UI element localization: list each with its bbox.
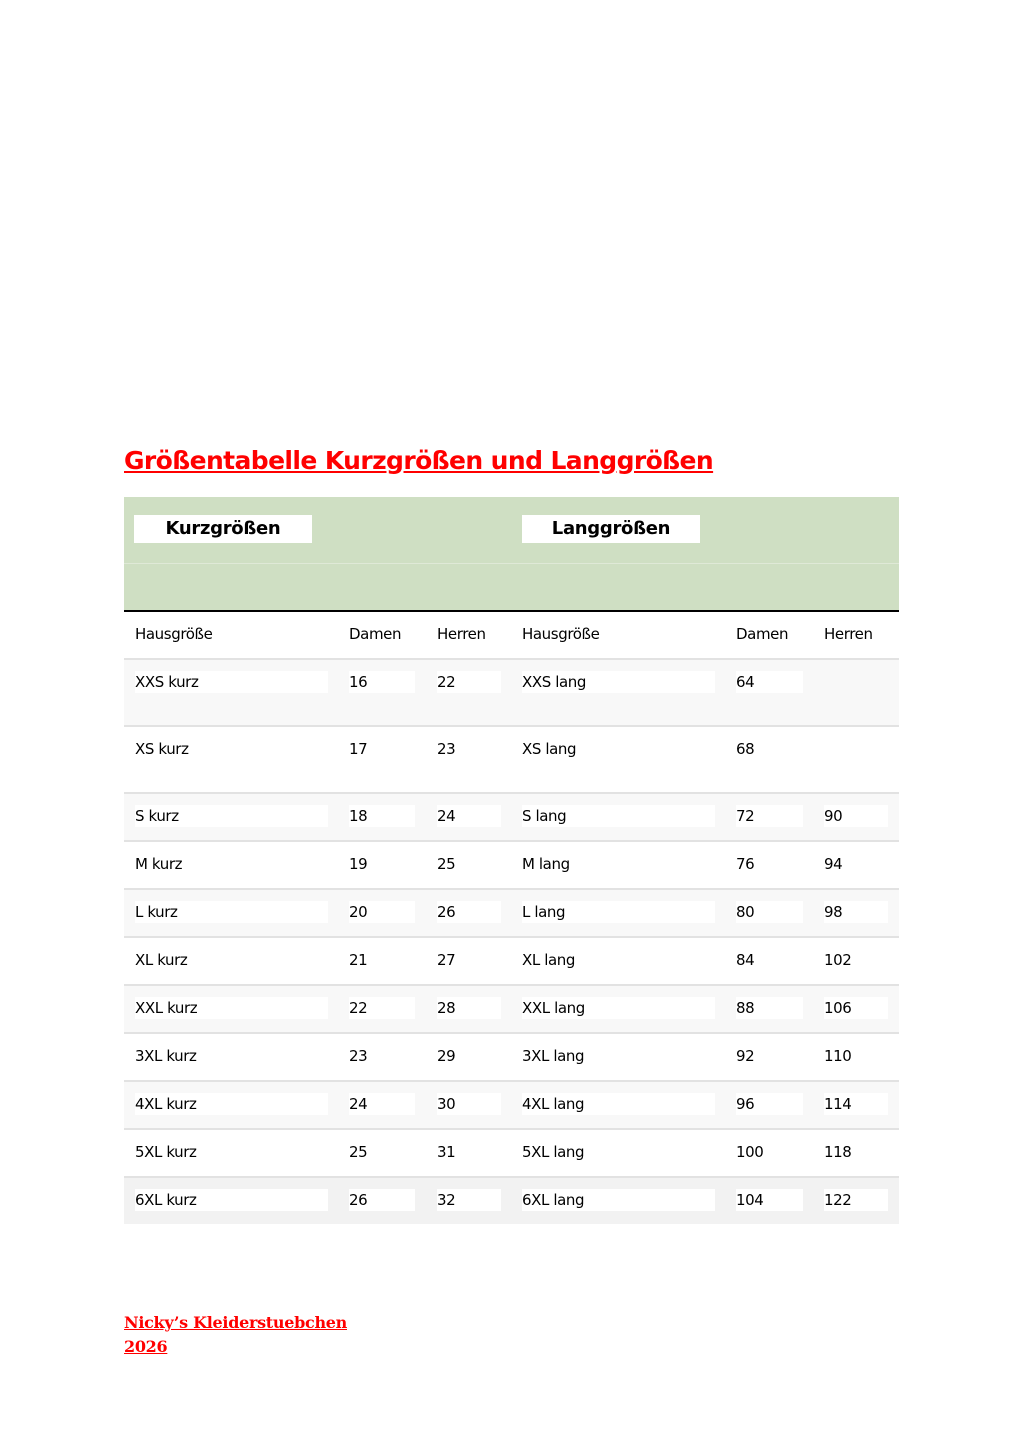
cell-hausgroesse-kurz: 3XL kurz (135, 1047, 197, 1065)
column-header-herren-lang: Herren (824, 625, 873, 643)
cell-herren-kurz: 30 (437, 1093, 501, 1115)
cell-herren-lang: 114 (824, 1093, 888, 1115)
cell-herren-lang: 110 (824, 1047, 852, 1065)
cell-hausgroesse-lang: XL lang (522, 951, 575, 969)
footer-signature (124, 1311, 347, 1359)
cell-hausgroesse-kurz: S kurz (135, 805, 328, 827)
cell-damen-kurz: 23 (349, 1047, 368, 1065)
cell-damen-lang: 64 (736, 671, 803, 693)
group-header-langgroessen: Langgrößen (522, 515, 700, 543)
cell-damen-lang: 72 (736, 805, 803, 827)
cell-herren-lang: 102 (824, 951, 852, 969)
cell-damen-kurz: 26 (349, 1189, 415, 1211)
cell-hausgroesse-lang: 6XL lang (522, 1189, 715, 1211)
table-row (124, 794, 899, 842)
cell-hausgroesse-kurz: XS kurz (135, 740, 189, 758)
cell-herren-kurz: 23 (437, 740, 456, 758)
cell-damen-lang: 84 (736, 951, 755, 969)
cell-damen-kurz: 18 (349, 805, 415, 827)
header-band-spacer (124, 564, 899, 612)
cell-hausgroesse-lang: 3XL lang (522, 1047, 585, 1065)
cell-herren-kurz: 32 (437, 1189, 501, 1211)
cell-damen-kurz: 25 (349, 1143, 368, 1161)
cell-hausgroesse-kurz: 4XL kurz (135, 1093, 328, 1115)
cell-damen-lang: 88 (736, 997, 803, 1019)
cell-herren-lang: 122 (824, 1189, 888, 1211)
cell-damen-kurz: 24 (349, 1093, 415, 1115)
cell-herren-lang: 118 (824, 1143, 852, 1161)
cell-damen-lang: 68 (736, 740, 755, 758)
table-row (124, 1034, 899, 1082)
table-row (124, 1130, 899, 1178)
group-header-band (124, 497, 899, 564)
table-row (124, 842, 899, 890)
cell-herren-kurz: 25 (437, 855, 456, 873)
cell-hausgroesse-kurz: XXS kurz (135, 671, 328, 693)
cell-herren-lang: 94 (824, 855, 843, 873)
cell-herren-lang: 98 (824, 901, 888, 923)
table-row (124, 1082, 899, 1130)
cell-damen-lang: 104 (736, 1189, 803, 1211)
cell-herren-kurz: 26 (437, 901, 501, 923)
table-row (124, 938, 899, 986)
cell-hausgroesse-lang: M lang (522, 855, 570, 873)
cell-hausgroesse-kurz: 6XL kurz (135, 1189, 328, 1211)
cell-hausgroesse-lang: S lang (522, 805, 715, 827)
cell-hausgroesse-kurz: XL kurz (135, 951, 188, 969)
column-header-hausgroesse-kurz: Hausgröße (135, 625, 213, 643)
cell-hausgroesse-kurz: 5XL kurz (135, 1143, 197, 1161)
table-row (124, 660, 899, 727)
footer-shop-name: Nicky’s Kleiderstuebchen (124, 1313, 347, 1332)
cell-herren-kurz: 31 (437, 1143, 456, 1161)
footer-year: 2026 (124, 1337, 168, 1356)
table-row (124, 890, 899, 938)
cell-hausgroesse-lang: XXS lang (522, 671, 715, 693)
cell-damen-lang: 76 (736, 855, 755, 873)
cell-hausgroesse-lang: L lang (522, 901, 715, 923)
size-table (124, 497, 899, 1224)
cell-hausgroesse-kurz: M kurz (135, 855, 183, 873)
cell-damen-lang: 100 (736, 1143, 764, 1161)
cell-herren-kurz: 29 (437, 1047, 456, 1065)
cell-herren-kurz: 27 (437, 951, 456, 969)
cell-herren-lang: 90 (824, 805, 888, 827)
cell-damen-kurz: 19 (349, 855, 368, 873)
table-row (124, 727, 899, 794)
cell-herren-lang: 106 (824, 997, 888, 1019)
cell-damen-kurz: 17 (349, 740, 368, 758)
cell-hausgroesse-lang: 5XL lang (522, 1143, 585, 1161)
cell-hausgroesse-kurz: XXL kurz (135, 997, 328, 1019)
cell-herren-kurz: 24 (437, 805, 501, 827)
cell-damen-kurz: 16 (349, 671, 415, 693)
cell-damen-lang: 96 (736, 1093, 803, 1115)
cell-damen-kurz: 22 (349, 997, 415, 1019)
cell-hausgroesse-lang: XS lang (522, 740, 577, 758)
column-header-damen-kurz: Damen (349, 625, 402, 643)
cell-herren-kurz: 22 (437, 671, 501, 693)
column-header-row (124, 612, 899, 660)
cell-hausgroesse-kurz: L kurz (135, 901, 328, 923)
table-row (124, 986, 899, 1034)
cell-damen-kurz: 20 (349, 901, 415, 923)
table-row (124, 1178, 899, 1224)
cell-damen-lang: 92 (736, 1047, 755, 1065)
cell-herren-kurz: 28 (437, 997, 501, 1019)
column-header-damen-lang: Damen (736, 625, 789, 643)
column-header-hausgroesse-lang: Hausgröße (522, 625, 600, 643)
group-header-kurzgroessen: Kurzgrößen (134, 515, 312, 543)
column-header-herren-kurz: Herren (437, 625, 486, 643)
cell-hausgroesse-lang: 4XL lang (522, 1093, 715, 1115)
page-title: Größentabelle Kurzgrößen und Langgrößen (124, 446, 714, 475)
cell-damen-lang: 80 (736, 901, 803, 923)
cell-hausgroesse-lang: XXL lang (522, 997, 715, 1019)
cell-damen-kurz: 21 (349, 951, 368, 969)
